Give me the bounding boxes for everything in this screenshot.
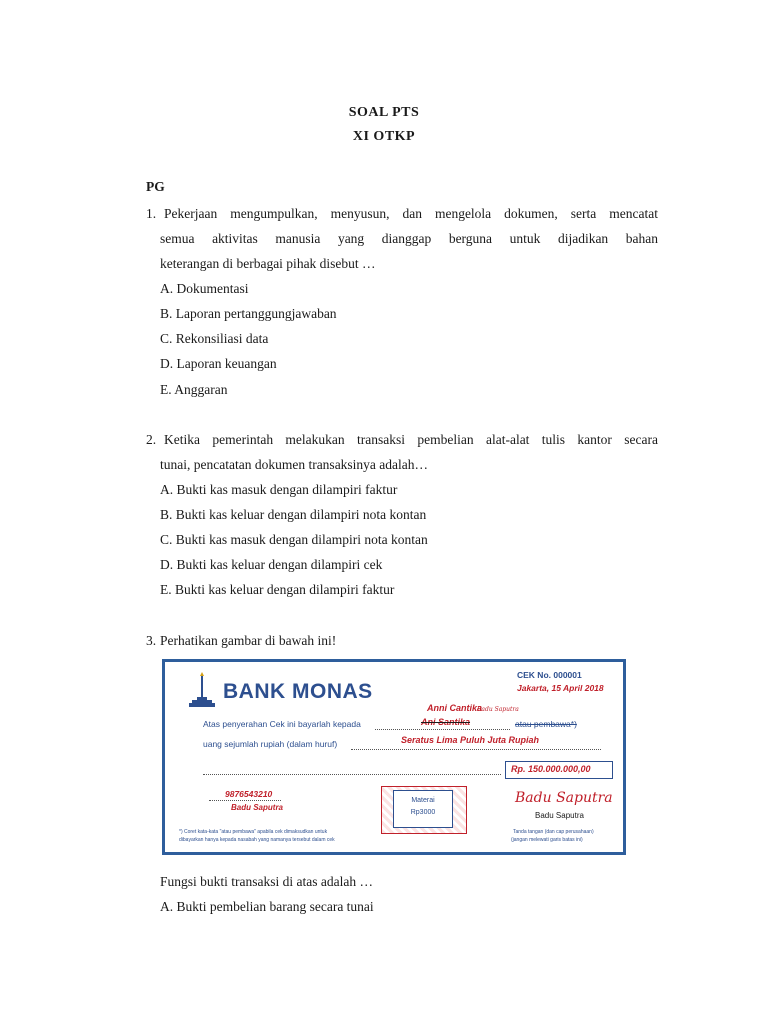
q2-option-a: A. Bukti kas masuk dengan dilampiri faktur [160, 482, 398, 497]
q1-option-b: B. Laporan pertanggungjawaban [160, 306, 337, 321]
q2-number: 2. [146, 432, 157, 447]
q1-line2: semua aktivitas manusia yang dianggap berguna untuk dijadikan bahan [160, 231, 658, 246]
q2-option-b: B. Bukti kas keluar dengan dilampiri nota kontan [160, 507, 427, 522]
cheque-payee: Anni Cantika [427, 703, 483, 713]
q2-option-c: C. Bukti kas masuk dengan dilampiri nota kontan [160, 532, 428, 547]
cheque-amount: Rp. 150.000.000,00 [505, 761, 613, 779]
signature: Badu Saputra [515, 790, 613, 806]
cheque-words-label: uang sejumlah rupiah (dalam huruf) [203, 739, 338, 749]
q1-option-e: E. Anggaran [160, 382, 228, 397]
cheque-note-line1: *) Coret kata-kata "atau pembawa" apabila cek dimaksudkan untuk [179, 829, 328, 835]
q2-option-d: D. Bukti kas keluar dengan dilampiri cek [160, 557, 383, 572]
q1-option-c: C. Rekonsiliasi data [160, 331, 269, 346]
q3-option-a: A. Bukti pembelian barang secara tunai [160, 899, 374, 914]
stamp-title: Materai [411, 797, 435, 804]
q1-number: 1. [146, 206, 157, 221]
stamp-duty [393, 790, 453, 828]
cheque-place-date: Jakarta, 15 April 2018 [517, 683, 604, 693]
q3-text: Perhatikan gambar di bawah ini! [160, 633, 337, 648]
cheque-account-number: 9876543210 [225, 789, 273, 799]
cheque-number: CEK No. 000001 [517, 670, 582, 680]
page-title: SOAL PTS [348, 105, 420, 120]
cheque-drawer-name: Badu Saputra [231, 803, 284, 812]
q2-line2: tunai, pencatatan dokumen transaksinya adalah… [160, 457, 429, 472]
q1-option-d: D. Laporan keuangan [160, 356, 277, 371]
cheque-note-line2: dibayarkan hanya kepada nasabah yang namanya tersebut dalam cek [179, 837, 335, 843]
q2-line1: Ketika pemerintah melakukan transaksi pembelian alat-alat tulis kantor secara [164, 432, 658, 447]
cheque-amount-words: Seratus Lima Puluh Juta Rupiah [401, 735, 540, 745]
sign-note-line2: (jangan melewati garis batas ini) [511, 837, 583, 843]
q1-option-a: A. Dokumentasi [160, 281, 249, 296]
stamp-value: Rp3000 [410, 809, 436, 816]
monas-monument-icon [187, 670, 217, 712]
cheque-or-bearer: atau pembawa*) [515, 719, 577, 729]
q2-option-e: E. Bukti kas keluar dengan dilampiri faktur [160, 582, 395, 597]
cheque-pay-label: Atas penyerahan Cek ini bayarlah kepada [203, 719, 361, 729]
signer-name: Badu Saputra [535, 811, 584, 820]
cheque-payee-struck: Ani Santika [421, 717, 471, 727]
q1-line3: keterangan di berbagai pihak disebut … [160, 256, 376, 271]
section-label: PG [146, 179, 165, 194]
cheque-image [162, 659, 626, 855]
q1-line1: Pekerjaan mengumpulkan, menyusun, dan mengelola dokumen, serta mencatat [164, 206, 658, 221]
page-subtitle: XI OTKP [352, 129, 416, 144]
q3-question: Fungsi bukti transaksi di atas adalah … [160, 874, 373, 889]
sign-note-line1: Tanda tangan (dan cap perusahaan) [513, 829, 594, 835]
initial-signature: Badu Saputra [477, 706, 519, 713]
q3-number: 3. [146, 633, 157, 648]
bank-name: BANK MONAS [223, 680, 373, 703]
